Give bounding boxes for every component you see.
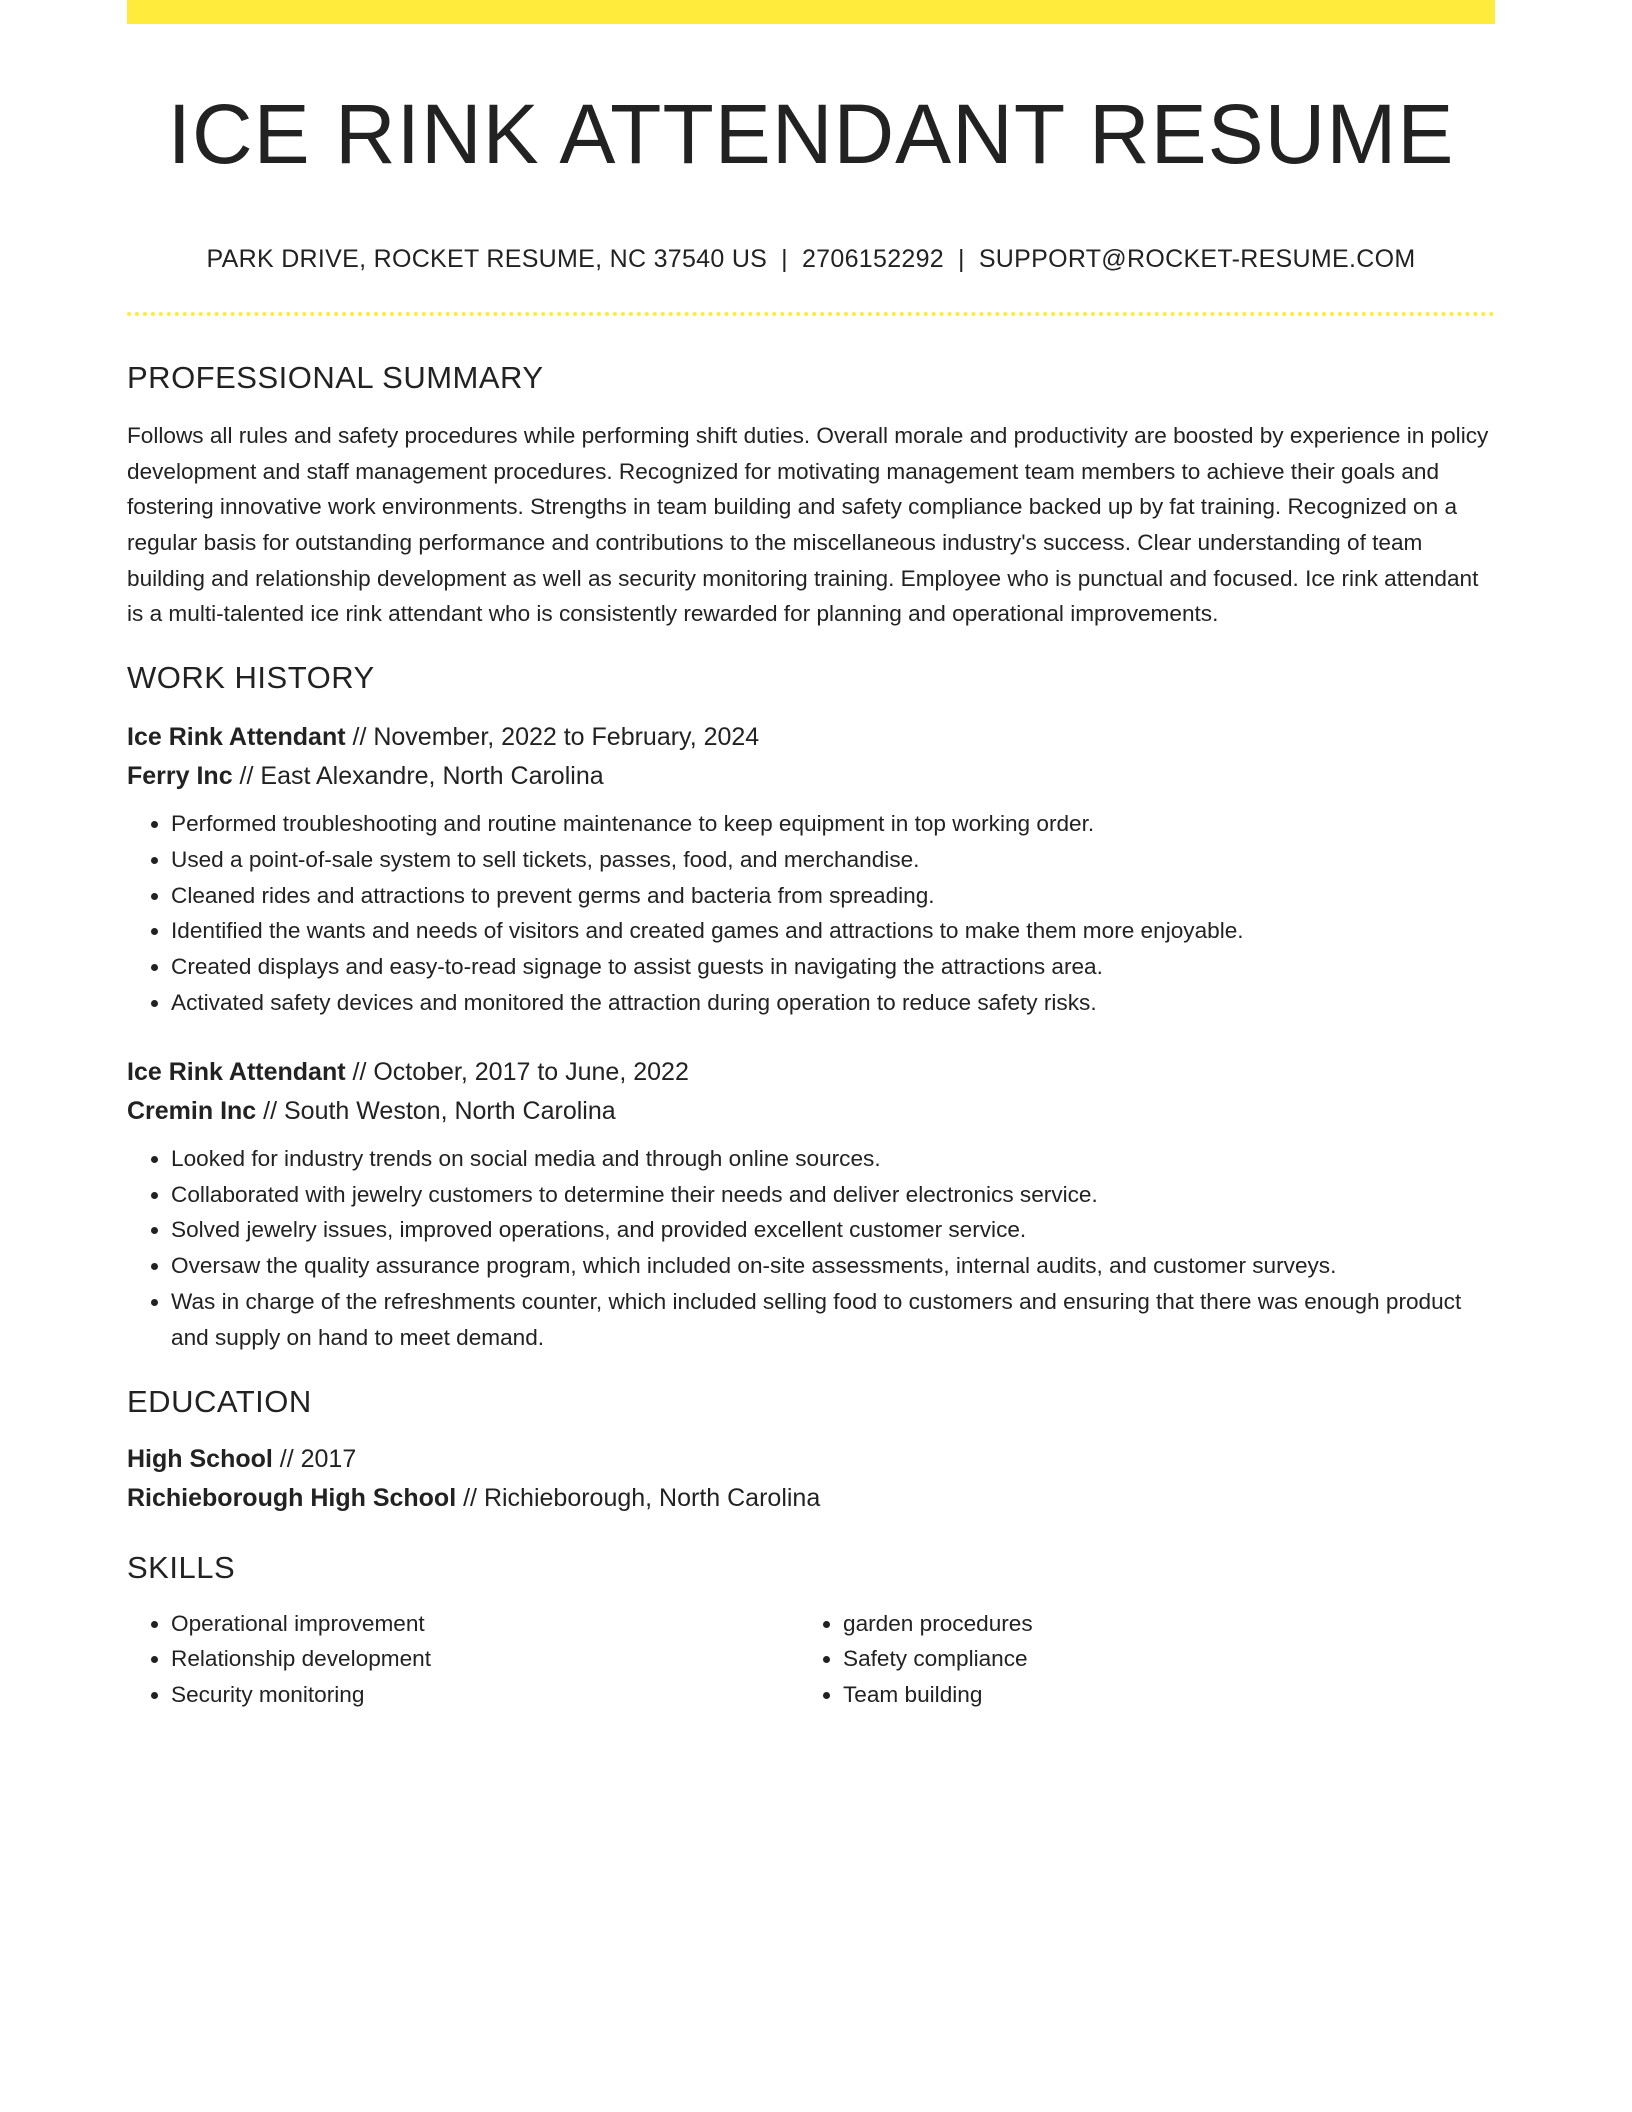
contact-separator: |	[781, 244, 788, 273]
job-company-line	[127, 757, 1495, 796]
education-location: // Richieborough, North Carolina	[456, 1483, 821, 1512]
job-bullets	[127, 806, 1495, 1021]
summary-heading: PROFESSIONAL SUMMARY	[127, 359, 544, 395]
job-title: Ice Rink Attendant	[127, 723, 346, 752]
list-item: • Cleaned rides and attractions to prevent germs and bacteria from spreading.	[171, 878, 1495, 914]
accent-bar	[127, 0, 1495, 24]
contact-email: SUPPORT@ROCKET-RESUME.COM	[978, 244, 1416, 273]
job-dates: // October, 2017 to June, 2022	[345, 1057, 689, 1086]
job-company: Cremin Inc	[127, 1096, 257, 1125]
education-entry	[127, 1440, 1495, 1518]
list-item: • Used a point-of-sale system to sell tickets, passes, food, and merchandise.	[171, 842, 1495, 878]
list-item: • Oversaw the quality assurance program, which included on-site assessments, internal audits, and customer surveys.	[171, 1248, 1495, 1284]
contact-separator: |	[958, 244, 965, 273]
skill-item: • Team building	[843, 1677, 1471, 1713]
job-title-line	[127, 718, 1495, 757]
contact-address: PARK DRIVE, ROCKET RESUME, NC 37540 US	[206, 244, 768, 273]
list-item: • Activated safety devices and monitored the attraction during operation to reduce safety risks.	[171, 985, 1495, 1021]
skills-heading: SKILLS	[127, 1549, 236, 1585]
contact-phone: 2706152292	[801, 244, 945, 273]
job-company: Ferry Inc	[127, 762, 233, 791]
education-year: // 2017	[272, 1444, 357, 1473]
work-history-heading: WORK HISTORY	[127, 660, 375, 696]
list-item: • Collaborated with jewelry customers to determine their needs and deliver electronics service.	[171, 1177, 1495, 1213]
job-location: // South Weston, North Carolina	[256, 1096, 616, 1125]
education-degree: High School	[127, 1444, 273, 1473]
list-item: • Solved jewelry issues, improved operations, and provided excellent customer service.	[171, 1212, 1495, 1248]
contact-line	[127, 245, 1495, 274]
job-dates: // November, 2022 to February, 2024	[345, 723, 760, 752]
education-degree-line	[127, 1440, 1495, 1479]
resume-page	[127, 0, 1495, 1713]
skill-item: • garden procedures	[843, 1606, 1471, 1642]
job-title-line	[127, 1053, 1495, 1092]
skill-item: • Relationship development	[171, 1641, 799, 1677]
education-school-line	[127, 1479, 1495, 1518]
job-location: // East Alexandre, North Carolina	[232, 762, 604, 791]
skill-item: • Operational improvement	[171, 1606, 799, 1642]
job-entry	[127, 718, 1495, 1021]
job-entry	[127, 1053, 1495, 1356]
summary-text: Follows all rules and safety procedures while performing shift duties. Overall morale and productivity are boosted by experience in policy development and staff management procedures. Recognized for motivating management team members to achieve their goals and fostering innovative work environments. Strengths in team building and safety compliance backed up by fat training. Recognized on a regular basis for outstanding performance and contributions to the miscellaneous industry's success. Clear understanding of team building and relationship development as well as security monitoring training. Employee who is punctual and focused. Ice rink attendant is a multi-talented ice rink attendant who is consistently rewarded for planning and operational improvements.	[127, 422, 1489, 627]
education-heading: EDUCATION	[127, 1383, 312, 1419]
education-school: Richieborough High School	[127, 1483, 457, 1512]
skill-item: • Security monitoring	[171, 1677, 799, 1713]
skills-column-left	[127, 1606, 799, 1713]
list-item: • Created displays and easy-to-read signage to assist guests in navigating the attractions area.	[171, 949, 1495, 985]
skill-item: • Safety compliance	[843, 1641, 1471, 1677]
job-bullets	[127, 1141, 1495, 1356]
skills-column-right	[799, 1606, 1471, 1713]
skills-list	[127, 1606, 1495, 1713]
resume-title: ICE RINK ATTENDANT RESUME	[167, 87, 1455, 181]
job-company-line	[127, 1092, 1495, 1131]
list-item: • Was in charge of the refreshments counter, which included selling food to customers and ensuring that there was enough product and supply on hand to meet demand.	[171, 1284, 1495, 1356]
list-item: • Identified the wants and needs of visitors and created games and attractions to make them more enjoyable.	[171, 913, 1495, 949]
list-item: • Looked for industry trends on social media and through online sources.	[171, 1141, 1495, 1177]
list-item: • Performed troubleshooting and routine maintenance to keep equipment in top working order.	[171, 806, 1495, 842]
dotted-divider	[127, 312, 1495, 316]
job-title: Ice Rink Attendant	[127, 1057, 346, 1086]
